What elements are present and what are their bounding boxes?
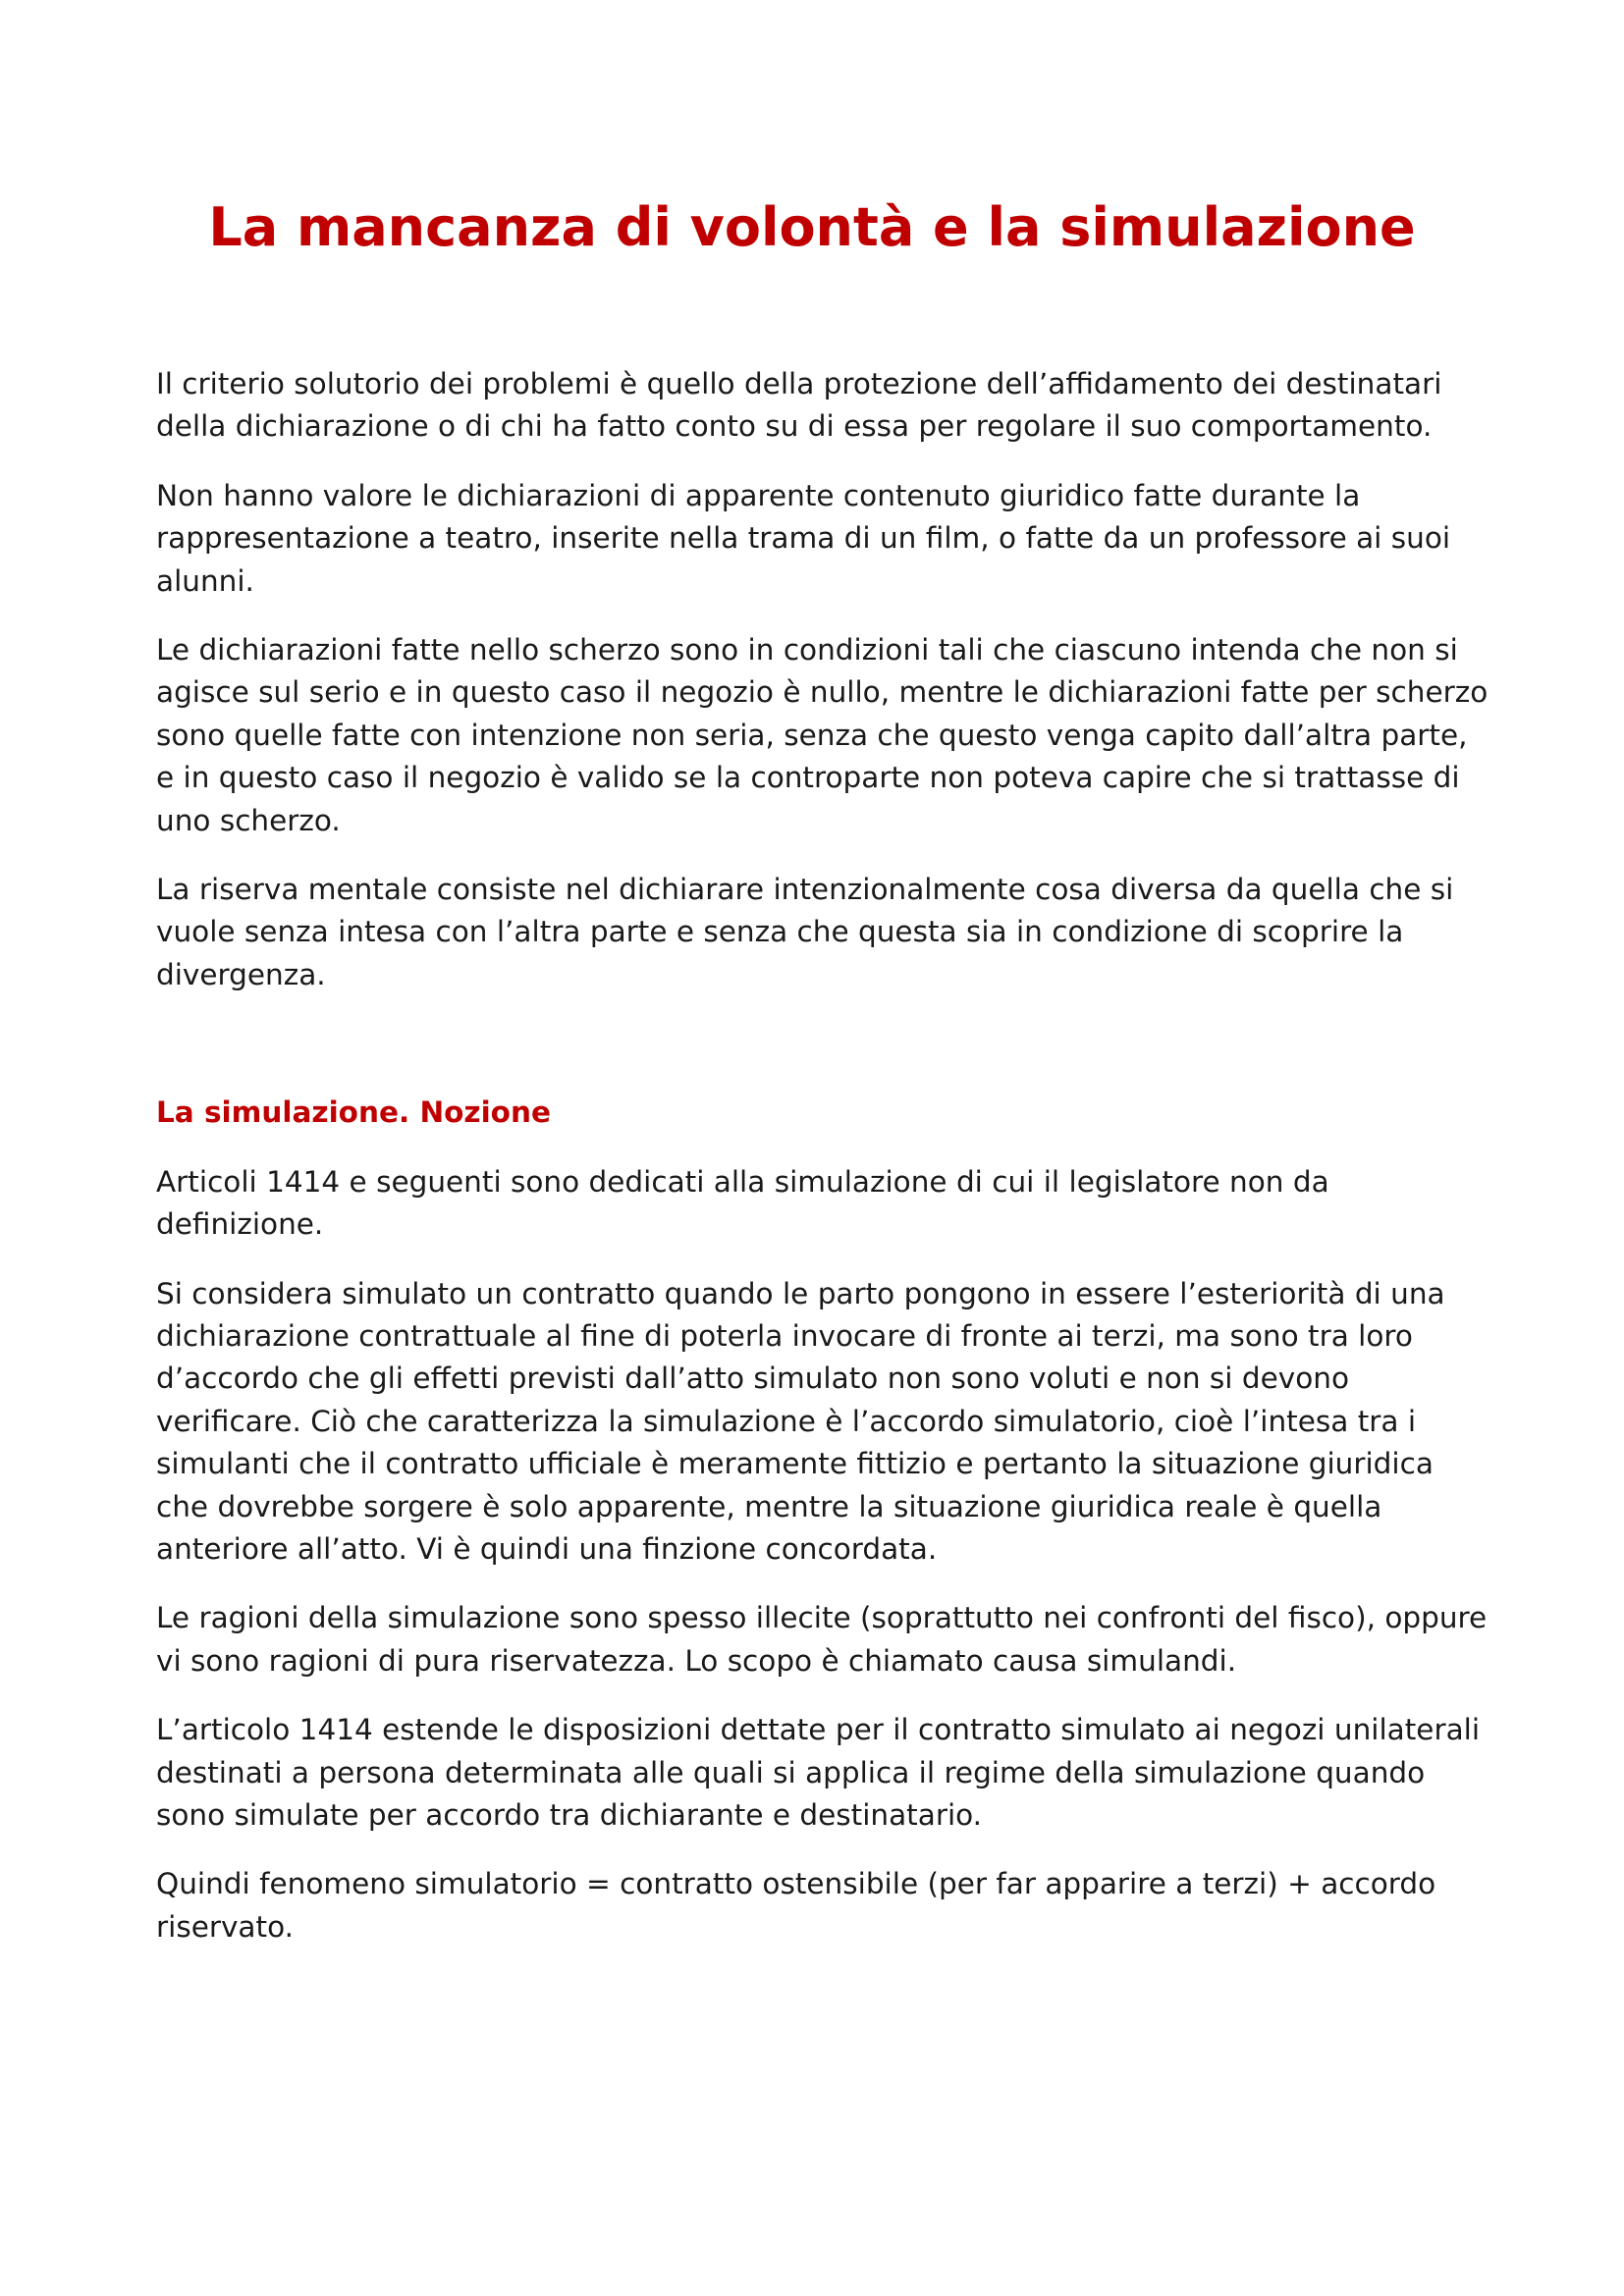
document-body — [156, 363, 1491, 1975]
paragraph-scherzo: Le dichiarazioni fatte nello scherzo sono in condizioni tali che ciascuno intenda che non si agisce sul serio e in questo caso il negozio è nullo, mentre le dichiarazioni fatte per scherzo sono quelle fatte con intenzione non seria, senza che questo venga capito dall’altra parte, e in questo caso il negozio è valido se la controparte non poteva capire che si trattasse di uno scherzo. — [156, 633, 1489, 837]
paragraph-dichiarazioni-teatro: Non hanno valore le dichiarazioni di apparente contenuto giuridico fatte durante la rappresentazione a teatro, inserite nella trama di un film, o fatte da un professore ai suoi alunni. — [156, 478, 1451, 598]
page-title: La mancanza di volontà e la simulazione — [208, 196, 1416, 258]
paragraph-articolo-1414: L’articolo 1414 estende le disposizioni dettate per il contratto simulato ai negozi unilaterali destinati a persona determinata alle quali si applica il regime della simulazione quando sono simulate per accordo tra dichiarante e destinatario. — [156, 1713, 1481, 1832]
paragraph-riserva-mentale: La riserva mentale consiste nel dichiarare intenzionalmente cosa diversa da quella che si vuole senza intesa con l’altra parte e senza che questa sia in condizione di scoprire la divergenza. — [156, 873, 1454, 991]
paragraph-ragioni: Le ragioni della simulazione sono spesso illecite (soprattutto nei confronti del fisco), oppure vi sono ragioni di pura riservatezza. Lo scopo è chiamato causa simulandi. — [156, 1601, 1488, 1678]
paragraph-articoli: Articoli 1414 e seguenti sono dedicati alla simulazione di cui il legislatore non da definizione. — [156, 1164, 1329, 1242]
paragraph-affidamento: Il criterio solutorio dei problemi è quello della protezione dell’affidamento dei destinatari della dichiarazione o di chi ha fatto conto su di essa per regolare il suo comportamento. — [156, 367, 1442, 444]
section-heading-simulazione: La simulazione. Nozione — [156, 1095, 551, 1130]
paragraph-contratto-simulato: Si considera simulato un contratto quando le parto pongono in essere l’esteriorità di una dichiarazione contrattuale al fine di poterla invocare di fronte ai terzi, ma sono tra loro d’accordo che gli effetti previsti dall’atto simulato non sono voluti e non si devono verificare. Ciò che caratterizza la simulazione è l’accordo simulatorio, cioè l’intesa tra i simulanti che il contratto ufficiale è meramente fittizio e pertanto la situazione giuridica che dovrebbe sorgere è solo apparente, mentre la situazione giuridica reale è quella anteriore all’atto. Vi è quindi una finzione concordata. — [156, 1276, 1445, 1566]
paragraph-fenomeno-simulatorio: Quindi fenomeno simulatorio = contratto ostensibile (per far apparire a terzi) + accordo riservato. — [156, 1867, 1436, 1944]
